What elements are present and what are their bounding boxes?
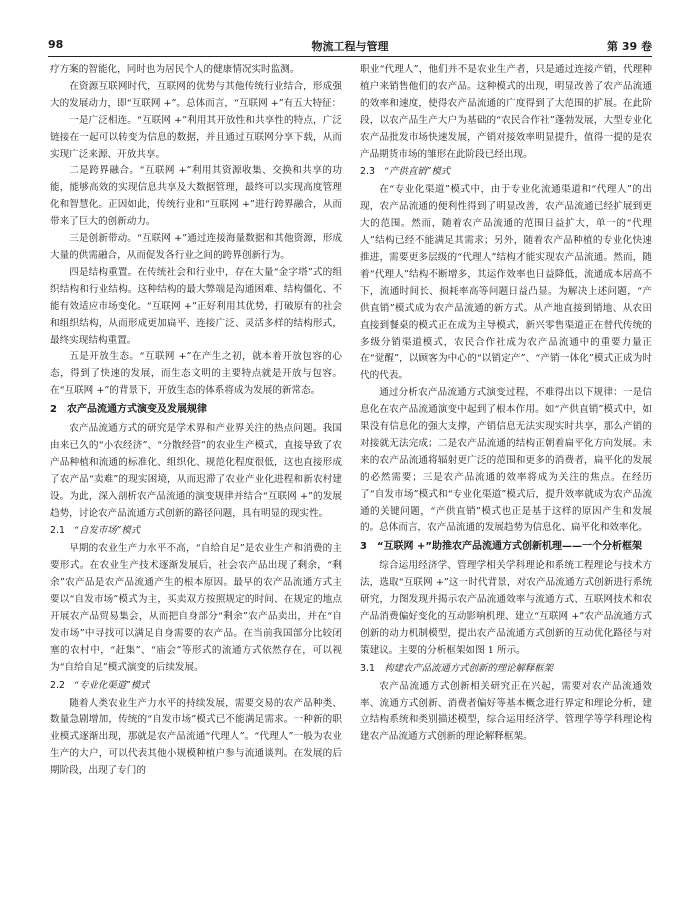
subsection-title: “自发市场”模式 — [74, 525, 141, 537]
paragraph: 综合运用经济学、管理学相关学科理论和系统工程理论与技术方法，选取“互联网 +”这一时代背景，对农产品流通方式创新进行系统研究，力图发现并揭示农产品流通效率与流通方式、互联网技术和农产品消费偏好变化的互动影响机理、建立“互联网 +”农产品流通方式创新的动力机制模型，提出农产品流通方式创新的互动优化路径与对策建议。主要的分析框架如图 1 所示。 — [360, 560, 652, 656]
page-number: 98 — [48, 38, 64, 51]
right-column — [360, 62, 652, 746]
paragraph: 一是广泛相连。“互联网 +”利用其开放性和共享性的特点，广泛链接在一起可以转变为信息的数据，并且通过互联网分享下载，从而实现广泛来源、开放共享。 — [50, 114, 342, 160]
paragraph: 通过分析农产品流通方式演变过程，不难得出以下规律：一是信息化在农产品流通演变中起到了根本作用。如“产供直销”模式中，如果没有信息化的强大支撑，产销信息无法实现实时共享，那么产销的对接就无法完成；二是农产品流通的结构正朝着扁平化方向发展。未来的农产品流通将辐射更广泛的范围和更多的消费者，扁平化的发展的必然需要；三是农产品流通的效率将成为关注的焦点。在经历了“自发市场”模式和“专业化渠道”模式后，提升效率就成为农产品流通的关键问题，“产供直销”模式也正是基于这样的原因产生和发展的。总体而言，农产品流通的发展趋势为信息化、扁平化和效率化。 — [360, 387, 652, 534]
paragraph: 早期的农业生产力水平不高，“自给自足”是农业生产和消费的主要形式。在农业生产技术逐渐发展后，社会农产品出现了剩余，“剩余”农产品是农产品流通产生的根本原因。最早的农产品流通方式主要以“自发市场”模式为主，买卖双方按照规定的时间、在规定的地点开展农产品贸易集会，从而把自身部分“剩余”农产品卖出，并在“自发市场”中寻找可以满足自身需要的农产品。在当前我国部分比较闭塞的农村中，“赶集”、“庙会”等形式的流通方式依然存在，可以视为“自给自足”模式演变的后续发展。 — [50, 543, 342, 673]
paragraph: 二是跨界融合。“互联网 +”利用其资源收集、交换和共享的功能，能够高效的实现信息共享及大数据管理，最终可以实现高度管理化和智慧化。正因如此，传统行业和“互联网 +”进行跨界融合，从而带来了巨大的创新动力。 — [50, 165, 342, 228]
header-rule — [48, 56, 652, 57]
section-heading: 3 “互联网 +”助推农产品流通方式创新机理——一个分析框架 — [360, 541, 642, 553]
subsection-heading — [50, 678, 342, 695]
paragraph: 随着人类农业生产力水平的持续发展，需要交易的农产品种类、数量急剧增加，传统的“自发市场”模式已不能满足需求。一种新的职业模式逐渐出现，那就是农产品流通“代理人”。“代理人”一般为农业生产的大户，可以代表其他小规模种植户参与流通谈判。在发展的后期阶段，出现了专门的 — [50, 697, 342, 777]
paragraph: 在资源互联网时代，互联网的优势与其他传统行业结合，形成强大的发展动力，即“互联网 +”。总体而言，“互联网 +”有五大特征： — [50, 80, 342, 109]
section-heading: 2 农产品流通方式演变及发展规律 — [50, 404, 207, 416]
paragraph: 职业“代理人”，他们并不是农业生产者，只是通过连接产销，代理种植户来销售他们的农产品。这种模式的出现，明显改善了农产品流通的效率和速度，使得农产品流通的广度得到了大范围的扩展。在此阶段，以农产品生产大户为基础的“农民合作社”蓬勃发展，大型专业化农产品批发市场快速发展，产销对接效率明显提升，值得一提的是农产品期货市场的雏形在此阶段已经出现。 — [360, 64, 652, 160]
subsection-heading — [360, 164, 652, 181]
subsection-title: 构建农产品流通方式创新的理论解释框架 — [384, 662, 554, 674]
left-column — [50, 62, 342, 780]
page-header — [48, 38, 652, 54]
subsection-title: “产供直销”模式 — [384, 166, 451, 178]
paragraph: 四是结构重置。在传统社会和行业中，存在大量“金字塔”式的组织结构和行业结构。这种结构的最大弊端是沟通困难、结构僵化、不能有效适应市场变化。“互联网 +”正好利用其优势，打破原有的社会和组织结构，从而形成更加扁平、连接广泛、灵活多样的结构形式，最终实现结构重置。 — [50, 266, 342, 346]
journal-title: 物流工程与管理 — [311, 40, 389, 53]
paragraph: 在“专业化渠道”模式中，由于专业化流通渠道和“代理人”的出现，农产品流通的便利性得到了明显改善，农产品流通已经扩展到更大的范围。然而，随着农产品流通的范围日益扩大，单一的“代理人”结构已经不能满足其需求；另外，随着农产品种植的专业化快速推进，需要更多层级的“代理人”结构才能实现农产品流通。然而，随着“代理人”结构不断增多，其运作效率也日益降低，流通成本居高不下，流通时间长、损耗率高等问题日益凸显。为解决上述问题，“产供直销”模式成为农产品流通的新方式。从产地直接到销地、从农田直接到餐桌的模式正在成为主导模式，新兴零售渠道正在替代传统的多级分销渠道模式，农民合作社成为农产品流通中的重要力量正在“觉醒”，以顾客为中心的“以销定产”、“产销一体化”模式正成为时代的代表。 — [360, 184, 652, 382]
subsection-number: 2.2 — [50, 679, 65, 691]
paragraph: 农产品流通方式创新相关研究正在兴起，需要对农产品流通效率、流通方式创新、消费者偏好等基本概念进行界定和理论分析，建立结构系统和类别描述模型，综合运用经济学、管理学等学科理论构建农产品流通方式创新的理论解释框架。 — [360, 680, 652, 743]
subsection-heading — [50, 523, 342, 540]
subsection-number: 2.3 — [360, 166, 375, 178]
subsection-heading — [360, 661, 652, 678]
paragraph: 农产品流通方式的研究是学术界和产业界关注的热点问题。我国由来已久的“小农经济”、“分散经营”的农业生产模式，直接导致了农产品种植和流通的标准化、组织化、规范化程度很低，这也直接形成了农产品“卖难”的现实困境，从而迟滞了农业产业化进程和新农村建设。为此，深入剖析农产品流通的演变规律并结合“互联网 +”的发展趋势，讨论农产品流通方式创新的路径问题，具有明显的现实性。 — [50, 423, 342, 519]
subsection-number: 2.1 — [50, 525, 65, 537]
paragraph: 三是创新带动。“互联网 +”通过连接海量数据和其他资源，形成大量的供需融合，从而促发各行业之间的跨界创新行为。 — [50, 233, 342, 261]
subsection-title: “专业化渠道”模式 — [74, 679, 150, 691]
volume-label: 第 39 卷 — [607, 40, 652, 53]
subsection-number: 3.1 — [360, 662, 375, 674]
paragraph: 疗方案的智能化，同时也为居民个人的健康情况实时监测。 — [50, 64, 300, 75]
paragraph: 五是开放生态。“互联网 +”在产生之初，就本着开放包容的心态，得到了快速的发展，而生态文明的主要特点就是开放与包容。在“互联网 +”的背景下，开放生态的体系将成为发展的新常态。 — [50, 351, 342, 397]
